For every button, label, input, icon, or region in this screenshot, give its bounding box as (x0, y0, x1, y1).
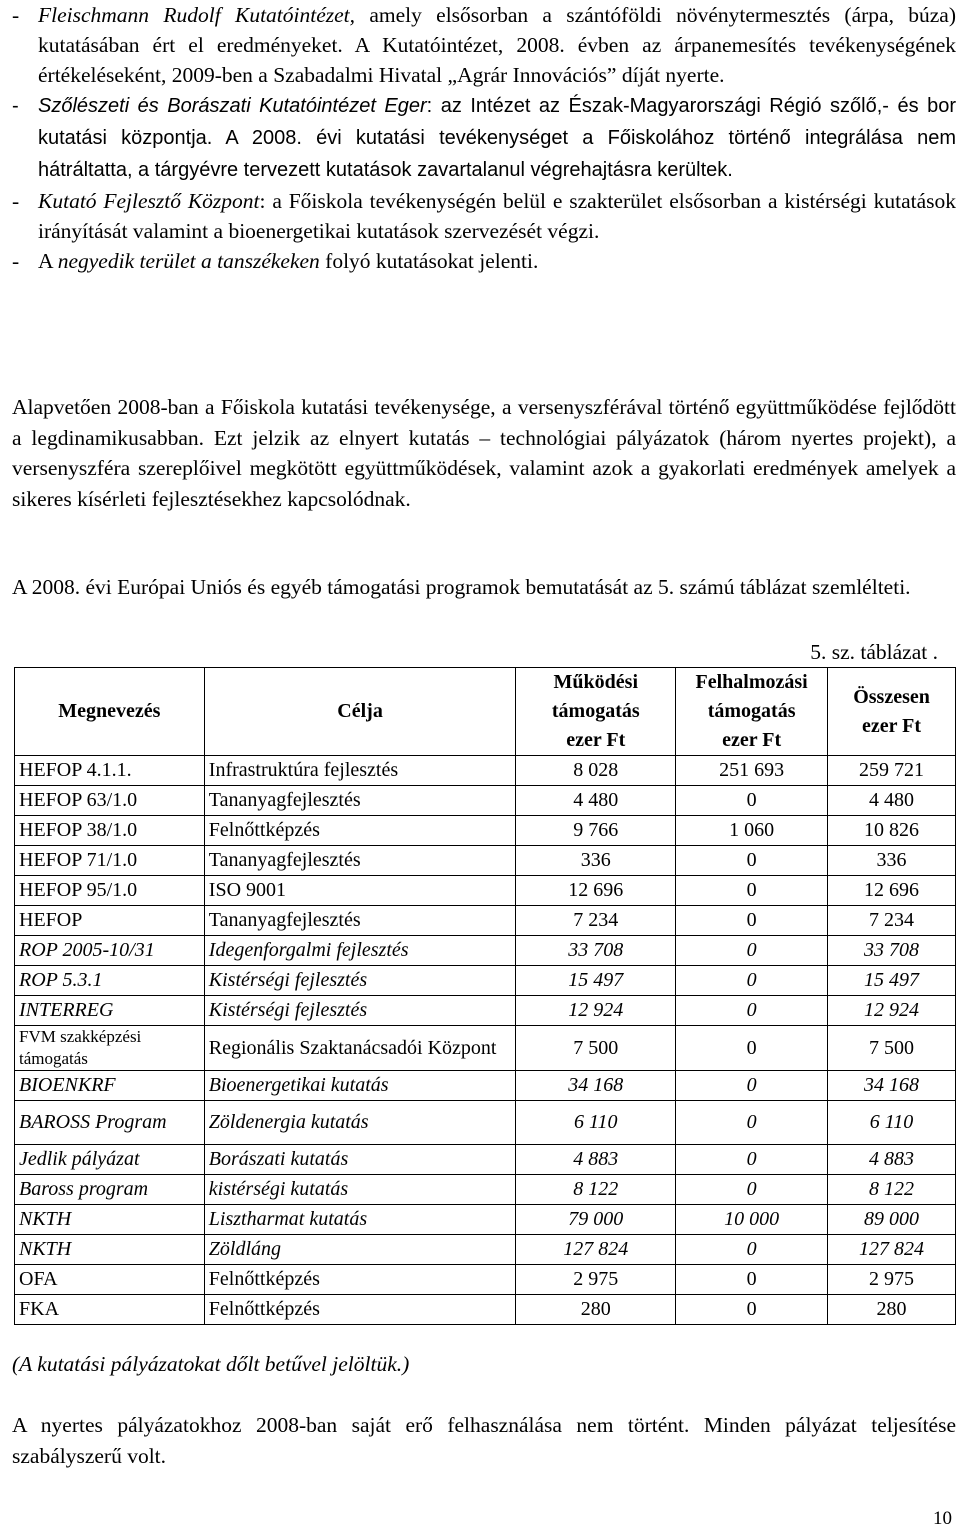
header-operating (516, 668, 676, 756)
table-row (15, 936, 956, 966)
cell-goal: Felnőttképzés (204, 816, 516, 846)
cell-operating: 33 708 (516, 936, 676, 966)
cell-operating: 280 (516, 1295, 676, 1325)
cell-capital: 0 (676, 906, 828, 936)
cell-goal: Kistérségi fejlesztés (204, 966, 516, 996)
cell-name: HEFOP 71/1.0 (15, 846, 205, 876)
table-body (15, 756, 956, 1325)
cell-capital: 251 693 (676, 756, 828, 786)
cell-total: 336 (828, 846, 956, 876)
cell-total: 4 883 (828, 1145, 956, 1175)
table-row (15, 1101, 956, 1145)
cell-operating: 2 975 (516, 1265, 676, 1295)
list-item-text (38, 90, 956, 186)
institute-name: Fleischmann Rudolf Kutatóintézet, (38, 3, 356, 27)
header-total-line: ezer Ft (862, 714, 922, 737)
table-row (15, 1145, 956, 1175)
cell-operating: 4 883 (516, 1145, 676, 1175)
table-row (15, 1205, 956, 1235)
list-item-text (38, 186, 956, 246)
paragraph-research: Alapvetően 2008-ban a Főiskola kutatási tevékenysége, a versenyszférával történő együttműködése fejlődött a legdinamikusabban. Ezt jelzik az elnyert kutatás – technológiai pályázatok (három nyertes projekt), a versenyszféra szereplőivel megkötött együttműködések, valamint azok a gyakorlati eredmények amelyek a sikeres kísérleti fejlesztésekhez kapcsolódnak. (12, 395, 956, 511)
header-total (828, 668, 956, 756)
cell-name: HEFOP 38/1.0 (15, 816, 205, 846)
cell-goal: Borászati kutatás (204, 1145, 516, 1175)
list-item (12, 0, 956, 90)
cell-goal: ISO 9001 (204, 876, 516, 906)
cell-operating: 336 (516, 846, 676, 876)
cell-name: FKA (15, 1295, 205, 1325)
cell-total: 10 826 (828, 816, 956, 846)
area-name: negyedik terület a tanszékeken (57, 249, 320, 273)
header-capital-line: ezer Ft (722, 729, 782, 751)
cell-total: 280 (828, 1295, 956, 1325)
table-row (15, 1175, 956, 1205)
cell-operating: 79 000 (516, 1205, 676, 1235)
cell-operating: 34 168 (516, 1071, 676, 1101)
table-row (15, 1071, 956, 1101)
table-row (15, 786, 956, 816)
cell-operating: 7 234 (516, 906, 676, 936)
cell-total: 7 234 (828, 906, 956, 936)
cell-operating: 8 122 (516, 1175, 676, 1205)
header-total-line: Összesen (853, 685, 930, 708)
cell-total: 6 110 (828, 1101, 956, 1145)
cell-goal: Kistérségi fejlesztés (204, 996, 516, 1026)
institute-name: Kutató Fejlesztő Központ (38, 189, 260, 213)
cell-goal: Bioenergetikai kutatás (204, 1071, 516, 1101)
list-item-rest: folyó kutatásokat jelenti. (319, 249, 539, 273)
page-number: 10 (933, 1508, 952, 1529)
cell-goal: Felnőttképzés (204, 1265, 516, 1295)
header-capital-line: támogatás (707, 700, 796, 722)
cell-name: Jedlik pályázat (15, 1145, 205, 1175)
cell-capital: 0 (676, 1295, 828, 1325)
cell-total: 12 696 (828, 876, 956, 906)
cell-name: ROP 5.3.1 (15, 966, 205, 996)
table-row (15, 876, 956, 906)
cell-total: 2 975 (828, 1265, 956, 1295)
list-item (12, 246, 956, 276)
cell-name: HEFOP 63/1.0 (15, 786, 205, 816)
cell-operating: 12 924 (516, 996, 676, 1026)
paragraph-own-funds: A nyertes pályázatokhoz 2008-ban saját erő felhasználása nem történt. Minden pályázat teljesítése szabályszerű volt. (12, 1413, 956, 1468)
header-capital-line: Felhalmozási (695, 671, 808, 693)
cell-capital: 0 (676, 936, 828, 966)
cell-operating: 127 824 (516, 1235, 676, 1265)
cell-operating: 15 497 (516, 966, 676, 996)
cell-name: NKTH (15, 1205, 205, 1235)
intro-list (12, 0, 956, 276)
cell-capital: 1 060 (676, 816, 828, 846)
cell-operating: 7 500 (516, 1026, 676, 1071)
cell-name: NKTH (15, 1235, 205, 1265)
cell-capital: 0 (676, 1265, 828, 1295)
cell-capital: 0 (676, 996, 828, 1026)
cell-total: 259 721 (828, 756, 956, 786)
cell-capital: 0 (676, 786, 828, 816)
table-row (15, 1295, 956, 1325)
table-row (15, 966, 956, 996)
cell-goal: Zöldenergia kutatás (204, 1101, 516, 1145)
list-item-rest: amely elsősorban a szántóföldi növénytermesztés (árpa, búza) kutatásában ért el eredményeket. A Kutatóintézet, 2008. évben az árpanemesítés tevékenységének értékeléseként, 2009-ben a Szabadalmi Hivatal „Agrár Innovációs” díját nyerte. (38, 3, 956, 87)
cell-capital: 0 (676, 966, 828, 996)
cell-name: Baross program (15, 1175, 205, 1205)
cell-total: 33 708 (828, 936, 956, 966)
table-row (15, 1026, 956, 1071)
cell-total: 4 480 (828, 786, 956, 816)
cell-operating: 9 766 (516, 816, 676, 846)
cell-capital: 0 (676, 1026, 828, 1071)
list-dash: - (12, 3, 20, 27)
cell-total: 12 924 (828, 996, 956, 1026)
cell-operating: 12 696 (516, 876, 676, 906)
list-dash: - (12, 189, 20, 213)
cell-name: INTERREG (15, 996, 205, 1026)
table-row (15, 1235, 956, 1265)
cell-name: ROP 2005-10/31 (15, 936, 205, 966)
table-row (15, 846, 956, 876)
table-row (15, 906, 956, 936)
cell-name: OFA (15, 1265, 205, 1295)
list-dash: - (12, 95, 19, 117)
cell-goal: Tananyagfejlesztés (204, 786, 516, 816)
table-header-row (15, 668, 956, 756)
cell-capital: 0 (676, 1145, 828, 1175)
header-capital (676, 668, 828, 756)
cell-operating: 8 028 (516, 756, 676, 786)
header-operating-line: ezer Ft (566, 729, 626, 751)
cell-goal: Zöldláng (204, 1235, 516, 1265)
table-row (15, 816, 956, 846)
cell-total: 127 824 (828, 1235, 956, 1265)
list-item-text (38, 246, 956, 276)
cell-total: 15 497 (828, 966, 956, 996)
cell-goal: Felnőttképzés (204, 1295, 516, 1325)
cell-goal: Idegenforgalmi fejlesztés (204, 936, 516, 966)
cell-goal: Lisztharmat kutatás (204, 1205, 516, 1235)
cell-name: BAROSS Program (15, 1101, 205, 1145)
table-row (15, 1265, 956, 1295)
cell-total: 34 168 (828, 1071, 956, 1101)
support-programs-table (14, 667, 956, 1325)
list-item-text (38, 0, 956, 90)
list-item-rest: : a Főiskola tevékenységén belül e szakterület elsősorban a kistérségi kutatások irányítását valamint a bioenergetikai kutatások szervezését végzi. (38, 189, 957, 243)
cell-name: HEFOP (15, 906, 205, 936)
cell-capital: 0 (676, 846, 828, 876)
institute-name: Szőlészeti és Borászati Kutatóintézet Eger (38, 95, 427, 117)
list-item-rest: : az Intézet az Észak-Magyarországi Régió szőlő,- és bor kutatási központja. A 2008. évi kutatási tevékenységet a Főiskolához történő integrálása nem hátráltatta, a tárgyévre tervezett kutatások zavartalanul végrehajtásra kerültek. (38, 95, 956, 181)
header-name: Megnevezés (15, 668, 205, 756)
cell-capital: 0 (676, 1071, 828, 1101)
cell-operating: 4 480 (516, 786, 676, 816)
cell-goal: Regionális Szaktanácsadói Központ (204, 1026, 516, 1071)
header-operating-line: Működési (553, 671, 638, 693)
table-row (15, 996, 956, 1026)
header-operating-line: támogatás (551, 700, 640, 722)
cell-capital: 0 (676, 876, 828, 906)
table-note: (A kutatási pályázatokat dőlt betűvel jelöltük.) (12, 1352, 410, 1376)
cell-name: HEFOP 4.1.1. (15, 756, 205, 786)
cell-name: BIOENKRF (15, 1071, 205, 1101)
cell-operating: 6 110 (516, 1101, 676, 1145)
cell-name: HEFOP 95/1.0 (15, 876, 205, 906)
cell-goal: kistérségi kutatás (204, 1175, 516, 1205)
list-dash: - (12, 249, 20, 273)
list-item-prefix: A (38, 249, 58, 273)
paragraph-programs: A 2008. évi Európai Uniós és egyéb támogatási programok bemutatását az 5. számú táblázat szemlélteti. (12, 575, 911, 599)
cell-capital: 10 000 (676, 1205, 828, 1235)
cell-capital: 0 (676, 1101, 828, 1145)
table-row (15, 756, 956, 786)
cell-goal: Tananyagfejlesztés (204, 846, 516, 876)
cell-capital: 0 (676, 1235, 828, 1265)
list-item (12, 186, 956, 246)
table-caption: 5. sz. táblázat . (810, 640, 938, 664)
cell-goal: Infrastruktúra fejlesztés (204, 756, 516, 786)
cell-total: 7 500 (828, 1026, 956, 1071)
list-item (12, 90, 956, 186)
cell-name: FVM szakképzési támogatás (15, 1026, 205, 1071)
cell-total: 8 122 (828, 1175, 956, 1205)
cell-goal: Tananyagfejlesztés (204, 906, 516, 936)
cell-capital: 0 (676, 1175, 828, 1205)
cell-total: 89 000 (828, 1205, 956, 1235)
header-goal: Célja (204, 668, 516, 756)
